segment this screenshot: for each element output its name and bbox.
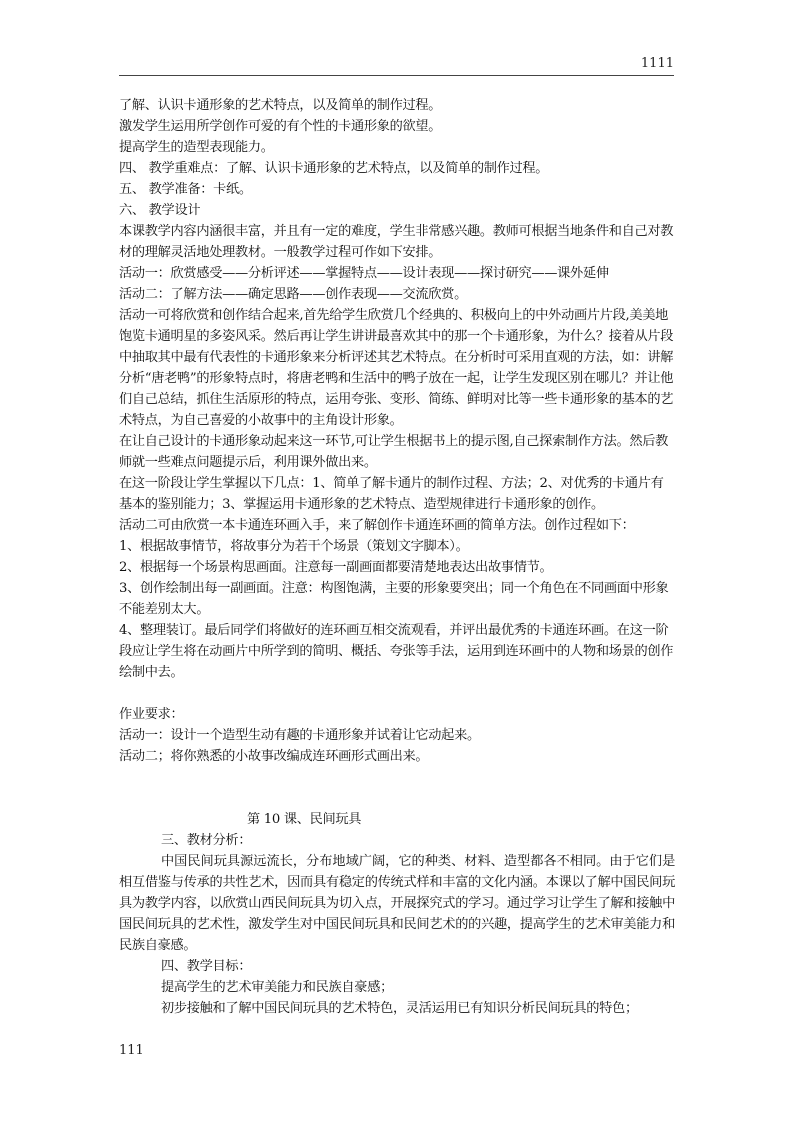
document-body (119, 95, 675, 1019)
list-item: 3、创作绘制出每一副画面。注意：构图饱满，主要的形象要突出；同一个角色在不同画面中形象不能差别太大。 (119, 581, 669, 617)
paragraph: 活动一可将欣赏和创作结合起来,首先给学生欣赏几个经典的、积极向上的中外动画片片段,美美地饱览卡通明星的多姿风采。然后再让学生讲讲最喜欢其中的那一个卡通形象，为什么？接着从片段中抽取其中最有代表性的卡通形象来分析评述其艺术特点。在分析时可采用直观的方法，如：讲解分析“唐老鸭”的形象特点时，将唐老鸭和生活中的鸭子放在一起，让学生发现区别在哪儿？并让他们自己总结，抓住生活原形的特点，运用夸张、变形、简练、鲜明对比等一些卡通形象的基本的艺术特点，为自己喜爱的小故事中的主角设计形象。 (119, 308, 674, 428)
homework-item: 活动一：设计一个造型生动有趣的卡通形象并试着让它动起来。 (119, 728, 480, 743)
paragraph: 中国民间玩具源远流长，分布地域广阔，它的种类、材料、造型都各不相同。由于它们是相互借鉴与传承的共性艺术，因而具有稳定的传统式样和丰富的文化内涵。本课以了解中国民间玩具为教学内容，以欣赏山西民间玩具为切入点，开展探究式的学习。通过学习让学生了解和接触中国民间玩具的艺术性，激发学生对中国民间玩具和民间艺术的的兴趣，提高学生的艺术审美能力和民族自豪感。 (119, 854, 675, 953)
section-heading: 三、教材分析： (161, 833, 252, 848)
header-page-number: 1111 (640, 56, 674, 71)
footer-page-number: 111 (119, 1043, 144, 1058)
paragraph: 在这一阶段让学生掌握以下几点：1、简单了解卡通片的制作过程、方法；2、对优秀的卡通片有基本的鉴别能力；3、掌握运用卡通形象的艺术特点、造型规律进行卡通形象的创作。 (119, 476, 664, 512)
section-heading: 四、 教学重难点：了解、认识卡通形象的艺术特点，以及简单的制作过程。 (119, 161, 549, 176)
paragraph: 活动二可由欣赏一本卡通连环画入手，来了解创作卡通连环画的简单方法。创作过程如下： (119, 518, 635, 533)
paragraph: 了解、认识卡通形象的艺术特点，以及简单的制作过程。 (119, 98, 442, 113)
section-heading: 六、 教学设计 (119, 203, 201, 218)
section-heading: 五、 教学准备：卡纸。 (119, 182, 252, 197)
header-rule (119, 75, 674, 76)
paragraph: 激发学生运用所学创作可爱的有个性的卡通形象的欲望。 (119, 119, 442, 134)
paragraph: 在让自己设计的卡通形象动起来这一环节,可让学生根据书上的提示图,自己探索制作方法。然后教师就一些难点问题提示后，利用课外做出来。 (119, 434, 669, 470)
list-item: 1、根据故事情节，将故事分为若干个场景（策划文字脚本）。 (119, 539, 469, 554)
paragraph: 本课教学内容内涵很丰富，并且有一定的难度，学生非常感兴趣。教师可根据当地条件和自己对教材的理解灵活地处理教材。一般教学过程可作如下安排。 (119, 224, 674, 260)
lesson-title: 第 10 课、民间玩具 (247, 812, 362, 827)
homework-title: 作业要求： (119, 707, 184, 722)
paragraph: 活动二：了解方法——确定思路——创作表现——交流欣赏。 (119, 287, 467, 302)
spacer (119, 683, 675, 704)
list-item: 4、整理装订。最后同学们将做好的连环画互相交流观看，并评出最优秀的卡通连环画。在这一阶段应让学生将在动画片中所学到的简明、概括、夸张等手法，运用到连环画中的人物和场景的创作绘制中去。 (119, 623, 674, 680)
section-heading: 四、教学目标： (161, 959, 252, 974)
homework-item: 活动二；将你熟悉的小故事改编成连环画形式画出来。 (119, 749, 429, 764)
list-item: 2、根据每一个场景构思画面。注意每一副画面都要清楚地表达出故事情节。 (119, 560, 553, 575)
paragraph: 活动一：欣赏感受——分析评述——掌握特点——设计表现——探讨研究——课外延伸 (119, 266, 609, 281)
list-item: 初步接触和了解中国民间玩具的艺术特色，灵活运用已有知识分析民间玩具的特色； (161, 1001, 638, 1016)
spacer (119, 767, 675, 809)
list-item: 提高学生的艺术审美能力和民族自豪感； (161, 980, 393, 995)
paragraph: 提高学生的造型表现能力。 (119, 140, 274, 155)
